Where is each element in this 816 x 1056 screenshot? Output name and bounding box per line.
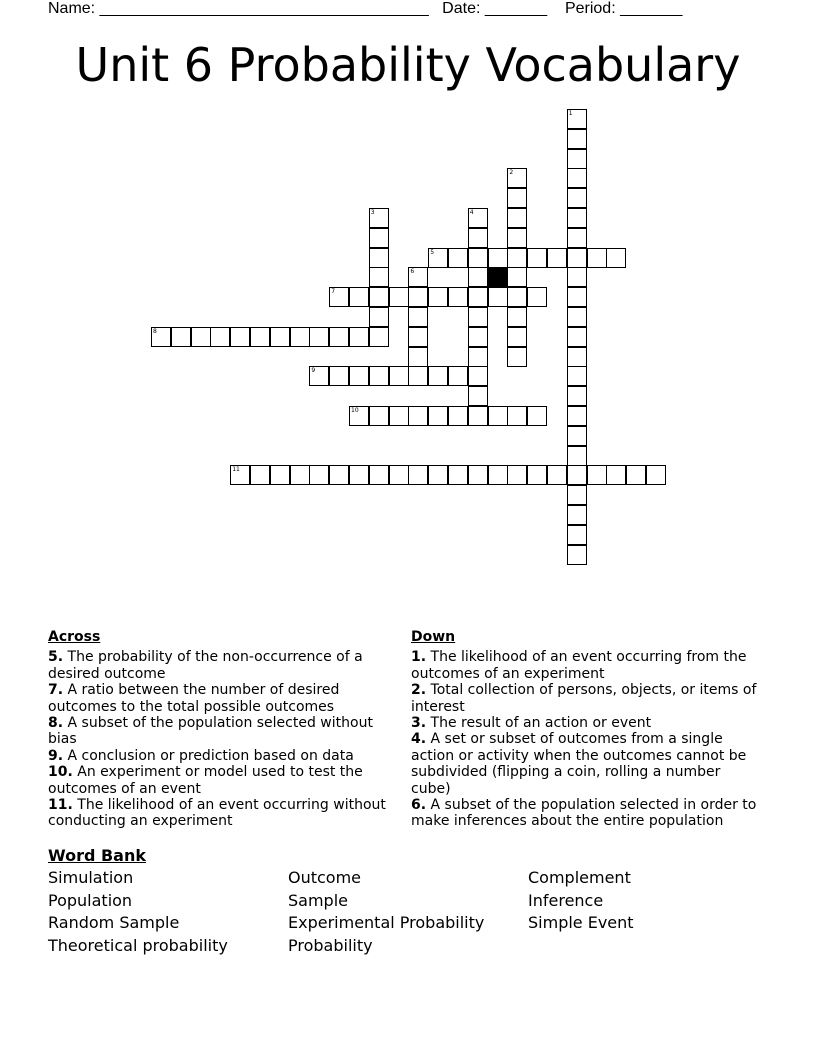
crossword-cell[interactable]: [507, 188, 527, 208]
crossword-cell[interactable]: [329, 465, 349, 485]
word-bank-item: Theoretical probability: [48, 936, 228, 956]
crossword-cell[interactable]: [210, 327, 230, 347]
word-bank-item: Sample: [288, 890, 348, 910]
word-bank-item: Outcome: [288, 868, 362, 887]
crossword-cell[interactable]: [587, 248, 607, 268]
period-label: Period:: [564, 0, 616, 17]
word-bank-item: Probability: [288, 936, 373, 956]
crossword-cell[interactable]: [369, 465, 389, 485]
page-title: Unit 6 Probability Vocabulary: [75, 38, 741, 92]
crossword-cell[interactable]: [270, 465, 290, 485]
crossword-cell[interactable]: [369, 307, 389, 327]
clue-number: 5: [430, 248, 435, 256]
crossword-cell[interactable]: [369, 366, 389, 386]
crossword-cell[interactable]: [507, 465, 527, 485]
clue-item-text: A ratio between the number of desired outcomes to the total possible outcomes: [48, 682, 340, 715]
crossword-cell[interactable]: [507, 248, 527, 268]
date-blank[interactable]: _______: [484, 0, 548, 17]
crossword-cell[interactable]: [290, 327, 310, 347]
clue-number: 9: [311, 367, 316, 375]
crossword-cell[interactable]: [408, 465, 428, 485]
crossword-cell[interactable]: [567, 406, 587, 426]
crossword-cell[interactable]: [567, 188, 587, 208]
crossword-cell[interactable]: [488, 248, 508, 268]
crossword-cell[interactable]: [567, 307, 587, 327]
clue-item-number: 8.: [48, 715, 64, 732]
clue-item: [411, 649, 761, 682]
word-bank-item: Inference: [528, 890, 604, 910]
crossword-cell[interactable]: [230, 327, 250, 347]
crossword-cell[interactable]: [448, 366, 468, 386]
word-bank-item: Experimental Probability: [288, 913, 485, 933]
clue-item-number: 6.: [411, 797, 427, 814]
clue-item: [48, 748, 398, 764]
word-bank-heading: Word Bank: [48, 846, 147, 865]
crossword-cell[interactable]: [507, 228, 527, 248]
crossword-cell[interactable]: [567, 485, 587, 505]
crossword-cell[interactable]: [408, 366, 428, 386]
clue-item: [411, 715, 761, 731]
clue-item-number: 1.: [411, 649, 427, 666]
crossword-cell[interactable]: [369, 287, 389, 307]
crossword-cell[interactable]: [448, 287, 468, 307]
clue-item-number: 3.: [411, 715, 427, 732]
crossword-cell[interactable]: [547, 248, 567, 268]
crossword-cell[interactable]: [468, 267, 488, 287]
crossword-cell[interactable]: [408, 307, 428, 327]
clue-item-text: The result of an action or event: [430, 715, 652, 732]
crossword-cell[interactable]: [448, 248, 468, 268]
black-cell: [488, 267, 508, 287]
crossword-cell[interactable]: [448, 406, 468, 426]
crossword-cell[interactable]: [191, 327, 211, 347]
crossword-cell[interactable]: [428, 465, 448, 485]
clue-item-text: A subset of the population selected in order to make inferences about the entire population: [411, 797, 757, 830]
crossword-cell[interactable]: [349, 287, 369, 307]
crossword-cell[interactable]: [567, 228, 587, 248]
period-blank[interactable]: _______: [620, 0, 683, 17]
crossword-cell[interactable]: [507, 347, 527, 367]
crossword-cell[interactable]: [389, 287, 409, 307]
crossword-cell[interactable]: [468, 327, 488, 347]
clue-item-text: A conclusion or prediction based on data: [67, 747, 354, 764]
crossword-cell[interactable]: [488, 287, 508, 307]
crossword-cell[interactable]: [468, 465, 488, 485]
word-bank-item: Complement: [528, 868, 631, 887]
clue-number: 10: [351, 407, 359, 414]
clue-number: 8: [153, 327, 157, 335]
crossword-cell[interactable]: [527, 287, 547, 307]
crossword-cell[interactable]: [349, 465, 369, 485]
crossword-cell[interactable]: [507, 287, 527, 307]
crossword-cell[interactable]: [527, 465, 547, 485]
crossword-cell[interactable]: [250, 465, 270, 485]
name-label: Name:: [48, 0, 96, 17]
across-clue-list: [48, 649, 398, 829]
crossword-cell[interactable]: [309, 327, 329, 347]
clue-item-number: 11.: [48, 797, 73, 814]
clue-number: 4: [469, 209, 474, 216]
crossword-cell[interactable]: [606, 248, 626, 268]
crossword-cell[interactable]: [468, 386, 488, 406]
crossword-cell[interactable]: [567, 149, 587, 169]
clue-item-text: The probability of the non-occurrence of a desired outcome: [48, 649, 363, 682]
clue-item: [48, 682, 398, 715]
crossword-cell[interactable]: [567, 366, 587, 386]
clue-item: [411, 797, 761, 830]
clue-number: 3: [370, 209, 375, 216]
crossword-cell[interactable]: [507, 267, 527, 287]
down-heading: Down: [411, 629, 456, 645]
crossword-cell[interactable]: [488, 406, 508, 426]
clue-number: 6: [410, 268, 415, 276]
crossword-cell[interactable]: [527, 406, 547, 426]
crossword-cell[interactable]: [369, 267, 389, 287]
clue-item-text: A set or subset of outcomes from a single action or activity when the outcomes cannot be subdivided (flipping a coin, rolling a number cube): [411, 731, 747, 797]
crossword-cell[interactable]: [329, 327, 349, 347]
crossword-cell[interactable]: [349, 366, 369, 386]
across-heading: Across: [48, 629, 101, 645]
name-blank[interactable]: _____________________________________: [99, 0, 429, 17]
crossword-cell[interactable]: [369, 327, 389, 347]
crossword-cell[interactable]: [626, 465, 646, 485]
clue-item: [48, 715, 398, 748]
clue-item: [48, 797, 398, 830]
crossword-cell[interactable]: [606, 465, 626, 485]
crossword-cell[interactable]: [428, 406, 448, 426]
clue-item: [411, 731, 761, 797]
down-clues: [411, 629, 761, 830]
clue-item-text: A subset of the population selected without bias: [48, 715, 373, 748]
crossword-cell[interactable]: [567, 248, 587, 268]
clue-item-text: An experiment or model used to test the outcomes of an event: [48, 764, 363, 797]
crossword-cell[interactable]: [250, 327, 270, 347]
clue-item-number: 9.: [48, 747, 64, 764]
clue-number: 1: [568, 110, 573, 117]
crossword-cell[interactable]: [389, 465, 409, 485]
crossword-cell[interactable]: [507, 406, 527, 426]
crossword-cell[interactable]: [468, 307, 488, 327]
clue-number: 11: [232, 466, 240, 474]
crossword-cell[interactable]: [567, 505, 587, 525]
crossword-cell[interactable]: [369, 248, 389, 268]
crossword-cell[interactable]: [587, 465, 607, 485]
crossword-cell[interactable]: [369, 406, 389, 426]
crossword-cell[interactable]: [408, 287, 428, 307]
clue-item-number: 2.: [411, 682, 427, 699]
crossword-cell[interactable]: [369, 228, 389, 248]
crossword-cell[interactable]: [468, 347, 488, 367]
clue-item: [411, 682, 761, 715]
crossword-cell[interactable]: [567, 129, 587, 149]
crossword-cell[interactable]: [448, 465, 468, 485]
crossword-cell[interactable]: [507, 208, 527, 228]
crossword-cell[interactable]: [567, 287, 587, 307]
crossword-cell[interactable]: [349, 327, 369, 347]
crossword-cell[interactable]: [567, 386, 587, 406]
clue-item-number: 7.: [48, 682, 64, 699]
crossword-cell[interactable]: [567, 327, 587, 347]
crossword-cell[interactable]: [408, 327, 428, 347]
clue-number: 7: [331, 288, 336, 296]
crossword-cell[interactable]: [507, 327, 527, 347]
crossword-cell[interactable]: [567, 426, 587, 446]
word-bank-item: Simulation: [48, 868, 134, 887]
crossword-cell[interactable]: [527, 248, 547, 268]
crossword-cell[interactable]: [547, 465, 567, 485]
crossword-cell[interactable]: [428, 287, 448, 307]
crossword-cell[interactable]: [567, 208, 587, 228]
crossword-cell[interactable]: [389, 406, 409, 426]
crossword-cell[interactable]: [468, 248, 488, 268]
crossword-cell[interactable]: [567, 347, 587, 367]
crossword-cell[interactable]: [428, 366, 448, 386]
crossword-cell[interactable]: [389, 366, 409, 386]
crossword-cell[interactable]: [567, 465, 587, 485]
crossword-cell[interactable]: [408, 347, 428, 367]
crossword-cell[interactable]: [567, 525, 587, 545]
crossword-cell[interactable]: [567, 267, 587, 287]
clue-item-number: 4.: [411, 731, 427, 748]
clue-item-text: The likelihood of an event occurring without conducting an experiment: [48, 797, 386, 830]
clue-item-number: 5.: [48, 649, 64, 666]
word-bank-item: Random Sample: [48, 913, 180, 933]
crossword-cell[interactable]: [309, 465, 329, 485]
word-bank-item: Population: [48, 890, 133, 910]
date-label: Date:: [442, 0, 481, 17]
crossword-cell[interactable]: [171, 327, 191, 347]
crossword-cell[interactable]: [468, 406, 488, 426]
crossword-cell[interactable]: [290, 465, 310, 485]
down-clue-list: [411, 649, 761, 829]
crossword-cell[interactable]: [567, 446, 587, 466]
crossword-cell[interactable]: [507, 307, 527, 327]
crossword-cell[interactable]: [646, 465, 666, 485]
clue-item: [48, 764, 398, 797]
crossword-cell[interactable]: [468, 228, 488, 248]
clue-item: [48, 649, 398, 682]
crossword-cell[interactable]: [488, 465, 508, 485]
clue-item-text: The likelihood of an event occurring from the outcomes of an experiment: [411, 649, 747, 682]
crossword-cell[interactable]: [329, 366, 349, 386]
word-bank-item: Simple Event: [528, 913, 634, 933]
clue-item-text: Total collection of persons, objects, or items of interest: [411, 682, 757, 715]
crossword-cell[interactable]: [270, 327, 290, 347]
crossword-cell[interactable]: [408, 406, 428, 426]
across-clues: [48, 629, 398, 830]
clue-number: 2: [509, 169, 514, 177]
crossword-cell[interactable]: [468, 366, 488, 386]
crossword-cell[interactable]: [567, 545, 587, 565]
crossword-cell[interactable]: [567, 168, 587, 188]
clue-item-number: 10.: [48, 764, 73, 781]
crossword-cell[interactable]: [468, 287, 488, 307]
